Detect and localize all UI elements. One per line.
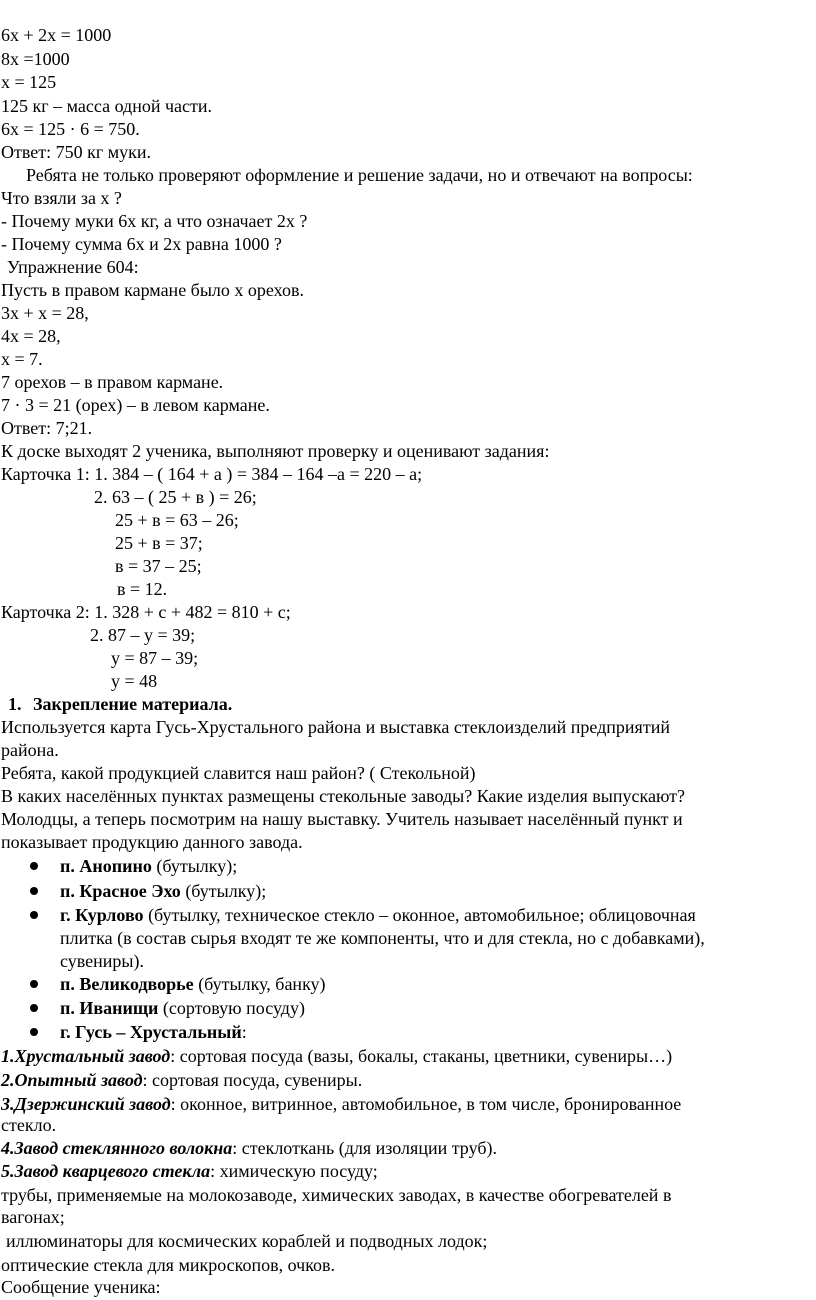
plant-name: 2.Опытный завод bbox=[1, 1070, 143, 1090]
plant-entry bbox=[1, 1160, 378, 1182]
place-products: (бутылку, техническое стекло – оконное, автомобильное; облицовочная bbox=[143, 905, 696, 925]
text-line: Ответ: 750 кг муки. bbox=[1, 142, 152, 162]
place-products: (бутылку, банку) bbox=[193, 974, 326, 994]
place-name: п. Анопино bbox=[60, 856, 152, 876]
bullet-icon bbox=[30, 911, 38, 919]
place-name: г. Курлово bbox=[60, 905, 144, 925]
place-products: (сортовую посуду) bbox=[158, 998, 305, 1018]
text-line: 125 кг – масса одной части. bbox=[1, 96, 213, 116]
text-line: - Почему сумма 6х и 2х равна 1000 ? bbox=[1, 234, 282, 254]
text-line: Что взяли за х ? bbox=[1, 188, 122, 208]
plant-name: 3.Дзержинский завод bbox=[1, 1094, 171, 1114]
card-1-line: в = 37 – 25; bbox=[115, 556, 202, 576]
text-line: 6х + 2х = 1000 bbox=[1, 25, 112, 45]
text-line: 7 орехов – в правом кармане. bbox=[1, 372, 224, 392]
text-line: района. bbox=[1, 740, 59, 760]
text-line: х = 125 bbox=[1, 72, 57, 92]
plant-name: 4.Завод стеклянного волокна bbox=[1, 1138, 233, 1158]
place-products: : bbox=[241, 1022, 247, 1042]
card-2-line: у = 48 bbox=[111, 671, 158, 691]
list-item bbox=[60, 904, 696, 926]
text-line: Ребята, какой продукцией славится наш район? ( Стекольной) bbox=[1, 763, 476, 783]
place-products: (бутылку); bbox=[180, 881, 267, 901]
text-line: 4х = 28, bbox=[1, 326, 61, 346]
card-2-line: у = 87 – 39; bbox=[111, 648, 199, 668]
list-item-continuation: сувениры). bbox=[60, 951, 144, 971]
plant-products: : химическую посуду; bbox=[210, 1161, 378, 1181]
plant-entry bbox=[1, 1093, 681, 1115]
text-line: показывает продукцию данного завода. bbox=[1, 832, 303, 852]
card-1-line: 2. 63 – ( 25 + в ) = 26; bbox=[94, 487, 257, 507]
text-line: Сообщение ученика: bbox=[1, 1277, 161, 1297]
text-line: Ответ: 7;21. bbox=[1, 418, 93, 438]
plant-entry bbox=[1, 1069, 362, 1091]
place-name: п. Великодворье bbox=[60, 974, 194, 994]
list-item bbox=[60, 855, 237, 877]
list-item bbox=[60, 973, 326, 995]
text-line: оптические стекла для микроскопов, очков. bbox=[1, 1255, 336, 1275]
text-line: Молодцы, а теперь посмотрим на нашу выставку. Учитель называет населённый пункт и bbox=[1, 809, 683, 829]
text-line: х = 7. bbox=[1, 349, 43, 369]
place-name: п. Иванищи bbox=[60, 998, 159, 1018]
bullet-icon bbox=[30, 980, 38, 988]
card-1-line: Карточка 1: 1. 384 – ( 164 + а ) = 384 – 164 –а = 220 – а; bbox=[1, 464, 423, 484]
place-name: п. Красное Эхо bbox=[60, 881, 181, 901]
plant-name: 1.Хрустальный завод bbox=[1, 1046, 171, 1066]
bullet-icon bbox=[30, 862, 38, 870]
text-line: Пусть в правом кармане было х орехов. bbox=[1, 280, 304, 300]
exercise-heading: Упражнение 604: bbox=[7, 257, 139, 277]
section-heading: Закрепление материала. bbox=[33, 694, 233, 714]
text-line: В каких населённых пунктах размещены стекольные заводы? Какие изделия выпускают? bbox=[1, 786, 686, 806]
plant-entry-continuation: стекло. bbox=[1, 1115, 57, 1135]
plant-products: : сортовая посуда (вазы, бокалы, стаканы, цветники, сувениры…) bbox=[170, 1046, 673, 1066]
bullet-icon bbox=[30, 1004, 38, 1012]
card-2-line: Карточка 2: 1. 328 + с + 482 = 810 + с; bbox=[1, 602, 291, 622]
plant-products: : оконное, витринное, автомобильное, в том числе, бронированное bbox=[170, 1094, 682, 1114]
card-1-line: 25 + в = 37; bbox=[115, 533, 203, 553]
text-line: 8х =1000 bbox=[1, 49, 70, 69]
text-line: Ребята не только проверяют оформление и решение задачи, но и отвечают на вопросы: bbox=[26, 165, 693, 185]
text-line: иллюминаторы для космических кораблей и подводных лодок; bbox=[6, 1231, 488, 1251]
text-line: вагонах; bbox=[1, 1207, 65, 1227]
card-2-line: 2. 87 – у = 39; bbox=[90, 625, 196, 645]
section-number: 1. bbox=[8, 694, 22, 714]
plant-name: 5.Завод кварцевого стекла bbox=[1, 1161, 211, 1181]
list-item bbox=[60, 997, 305, 1019]
text-line: К доске выходят 2 ученика, выполняют проверку и оценивают задания: bbox=[1, 441, 550, 461]
bullet-icon bbox=[30, 887, 38, 895]
plant-entry bbox=[1, 1137, 497, 1159]
text-line: 3х + х = 28, bbox=[1, 303, 89, 323]
plant-products: : стеклоткань (для изоляции труб). bbox=[232, 1138, 497, 1158]
card-1-line: 25 + в = 63 – 26; bbox=[115, 510, 239, 530]
text-line: трубы, применяемые на молокозаводе, химических заводах, в качестве обогревателей в bbox=[1, 1185, 672, 1205]
bullet-icon bbox=[30, 1028, 38, 1036]
plant-products: : сортовая посуда, сувениры. bbox=[142, 1070, 363, 1090]
card-1-line: в = 12. bbox=[117, 579, 168, 599]
list-item bbox=[60, 1021, 247, 1043]
text-line: 6х = 125 · 6 = 750. bbox=[1, 119, 140, 139]
text-line: Используется карта Гусь-Хрустального района и выставка стеклоизделий предприятий bbox=[1, 717, 670, 737]
text-line: 7 · 3 = 21 (орех) – в левом кармане. bbox=[1, 395, 270, 415]
list-item bbox=[60, 880, 266, 902]
list-item-continuation: плитка (в состав сырья входят те же компоненты, что и для стекла, но с добавками), bbox=[60, 928, 705, 948]
place-products: (бутылку); bbox=[151, 856, 238, 876]
place-name: г. Гусь – Хрустальный bbox=[60, 1022, 242, 1042]
plant-entry bbox=[1, 1045, 672, 1067]
text-line: - Почему муки 6х кг, а что означает 2х ? bbox=[1, 211, 308, 231]
